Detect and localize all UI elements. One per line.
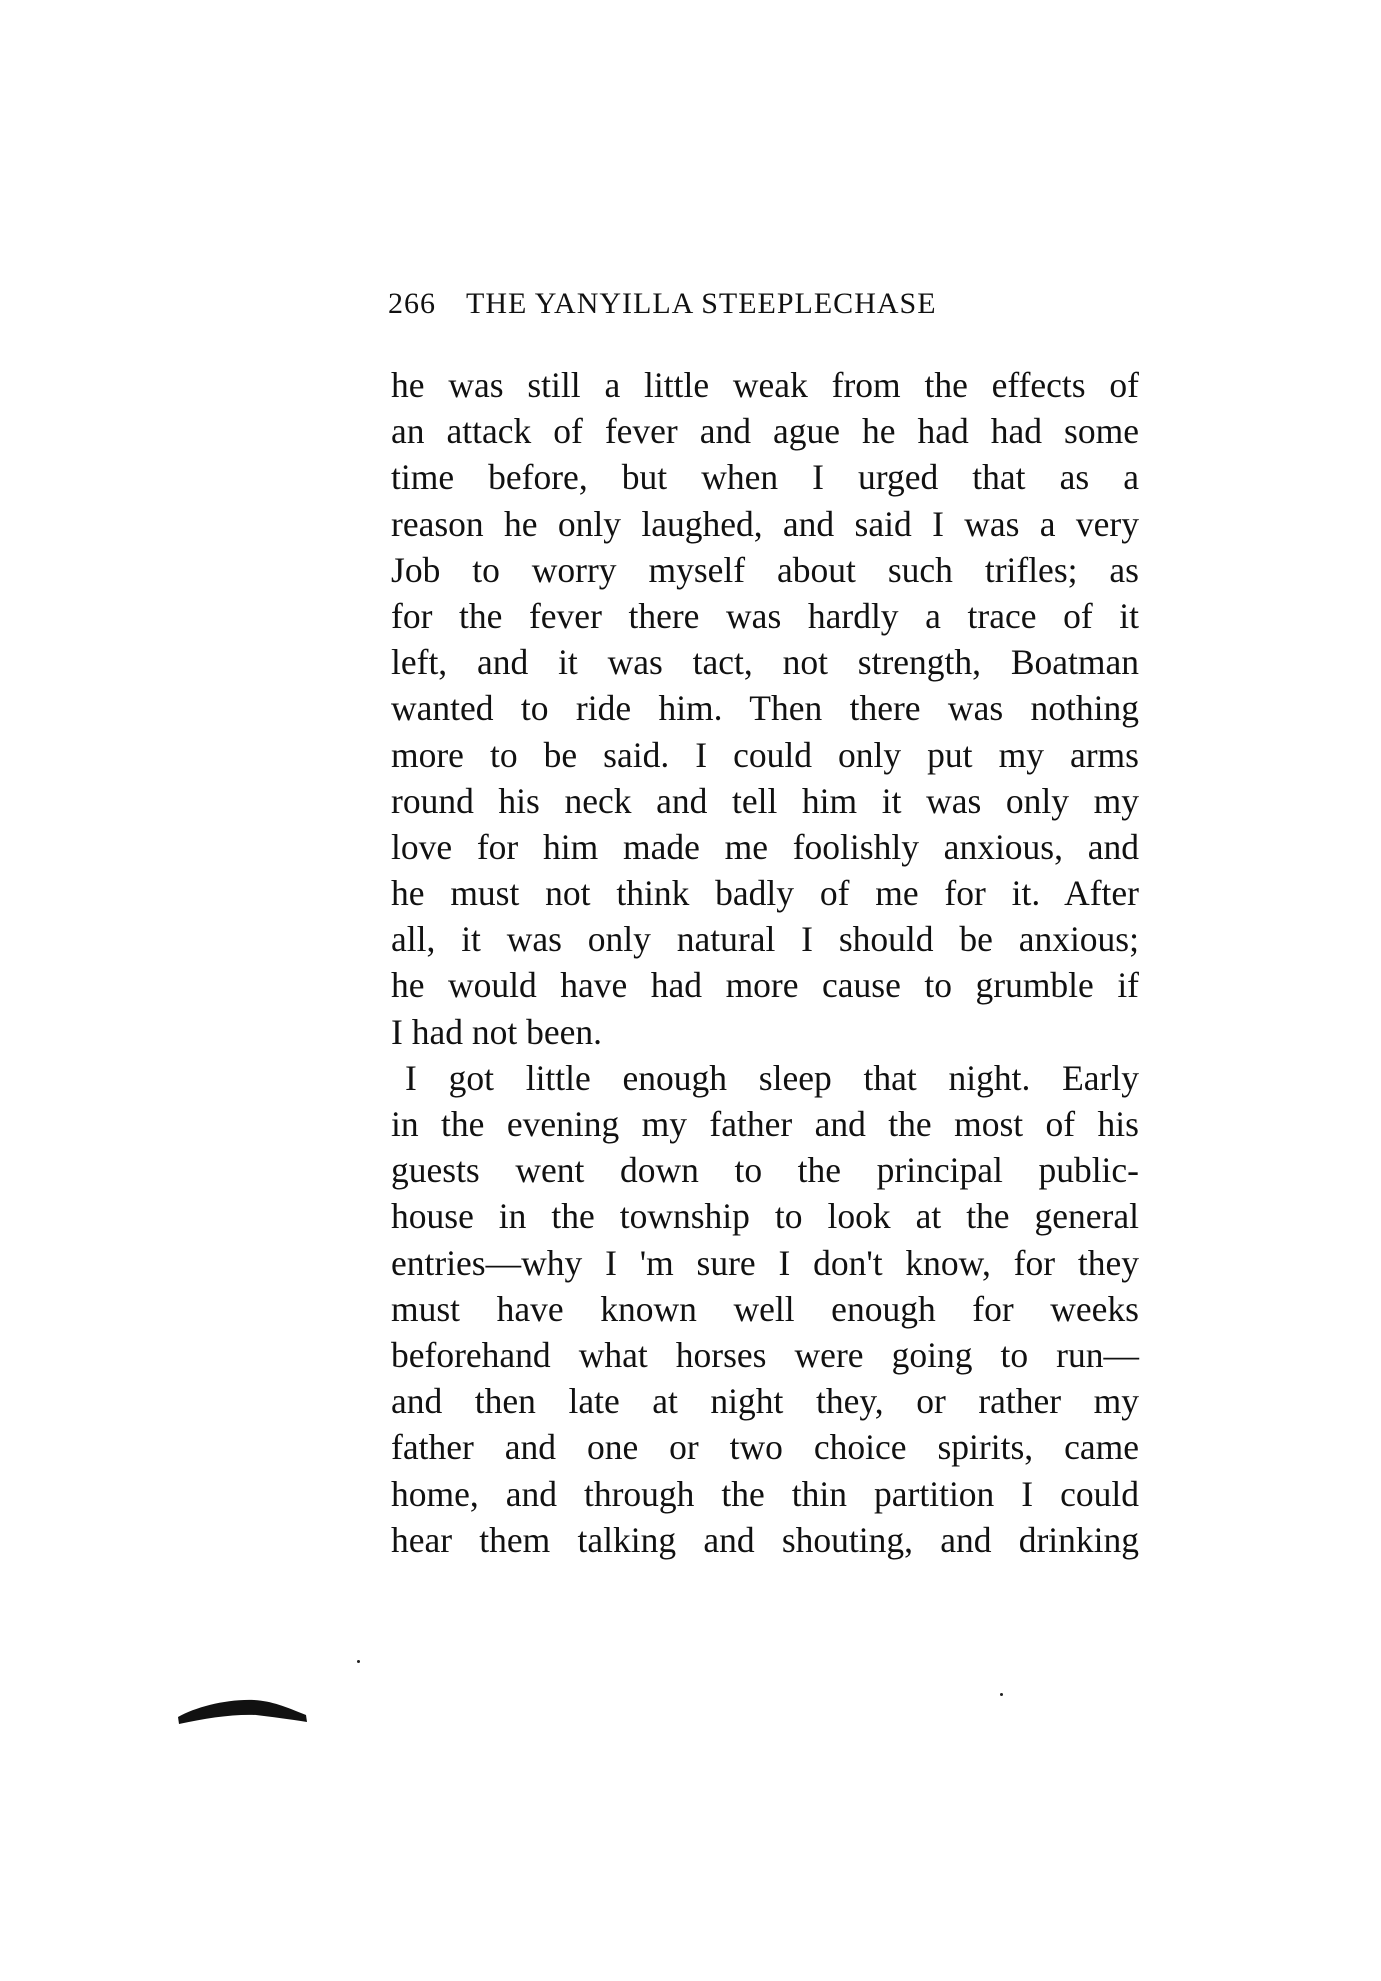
text-line: guests went down to the principal public-	[391, 1150, 1139, 1191]
text-line: reason he only laughed, and said I was a very	[391, 503, 1139, 544]
text-line: must have known well enough for weeks	[391, 1288, 1139, 1329]
paragraph	[391, 362, 1139, 1055]
body-text	[391, 362, 1139, 1563]
text-line: round his neck and tell him it was only my	[391, 780, 1139, 821]
running-header	[388, 287, 937, 321]
text-line: for the fever there was hardly a trace of it	[391, 595, 1139, 636]
text-line: house in the township to look at the general	[391, 1196, 1139, 1237]
text-line: love for him made me foolishly anxious, and	[391, 826, 1139, 867]
text-line: all, it was only natural I should be anxious;	[391, 919, 1139, 960]
text-line: he was still a little weak from the effects of	[391, 365, 1139, 405]
text-line: I had not been.	[391, 1011, 602, 1052]
scan-speck	[1000, 1693, 1003, 1696]
text-line: he would have had more cause to grumble if	[391, 965, 1139, 1006]
text-line: left, and it was tact, not strength, Boatman	[391, 642, 1139, 683]
text-line: more to be said. I could only put my arms	[391, 734, 1139, 775]
page-number: 266	[388, 287, 436, 320]
text-line: Job to worry myself about such trifles; as	[391, 549, 1139, 590]
text-line: time before, but when I urged that as a	[391, 457, 1139, 498]
text-line: entries—why I 'm sure I don't know, for they	[391, 1242, 1139, 1283]
text-line: hear them talking and shouting, and drinking	[391, 1519, 1139, 1560]
text-line: he must not think badly of me for it. After	[391, 873, 1139, 914]
running-title: THE YANYILLA STEEPLECHASE	[466, 287, 937, 320]
text-line: and then late at night they, or rather my	[391, 1381, 1139, 1422]
text-line: an attack of fever and ague he had had some	[391, 411, 1139, 452]
text-line: in the evening my father and the most of his	[391, 1104, 1139, 1144]
text-line: home, and through the thin partition I could	[391, 1473, 1139, 1514]
text-line: I got little enough sleep that night. Early	[405, 1057, 1139, 1098]
text-line: wanted to ride him. Then there was nothing	[391, 688, 1139, 729]
ink-blot-mark	[176, 1695, 308, 1725]
text-line: beforehand what horses were going to run—	[391, 1334, 1139, 1375]
paragraph	[391, 1055, 1139, 1563]
text-line: father and one or two choice spirits, came	[391, 1427, 1139, 1468]
scan-speck	[357, 1660, 360, 1663]
